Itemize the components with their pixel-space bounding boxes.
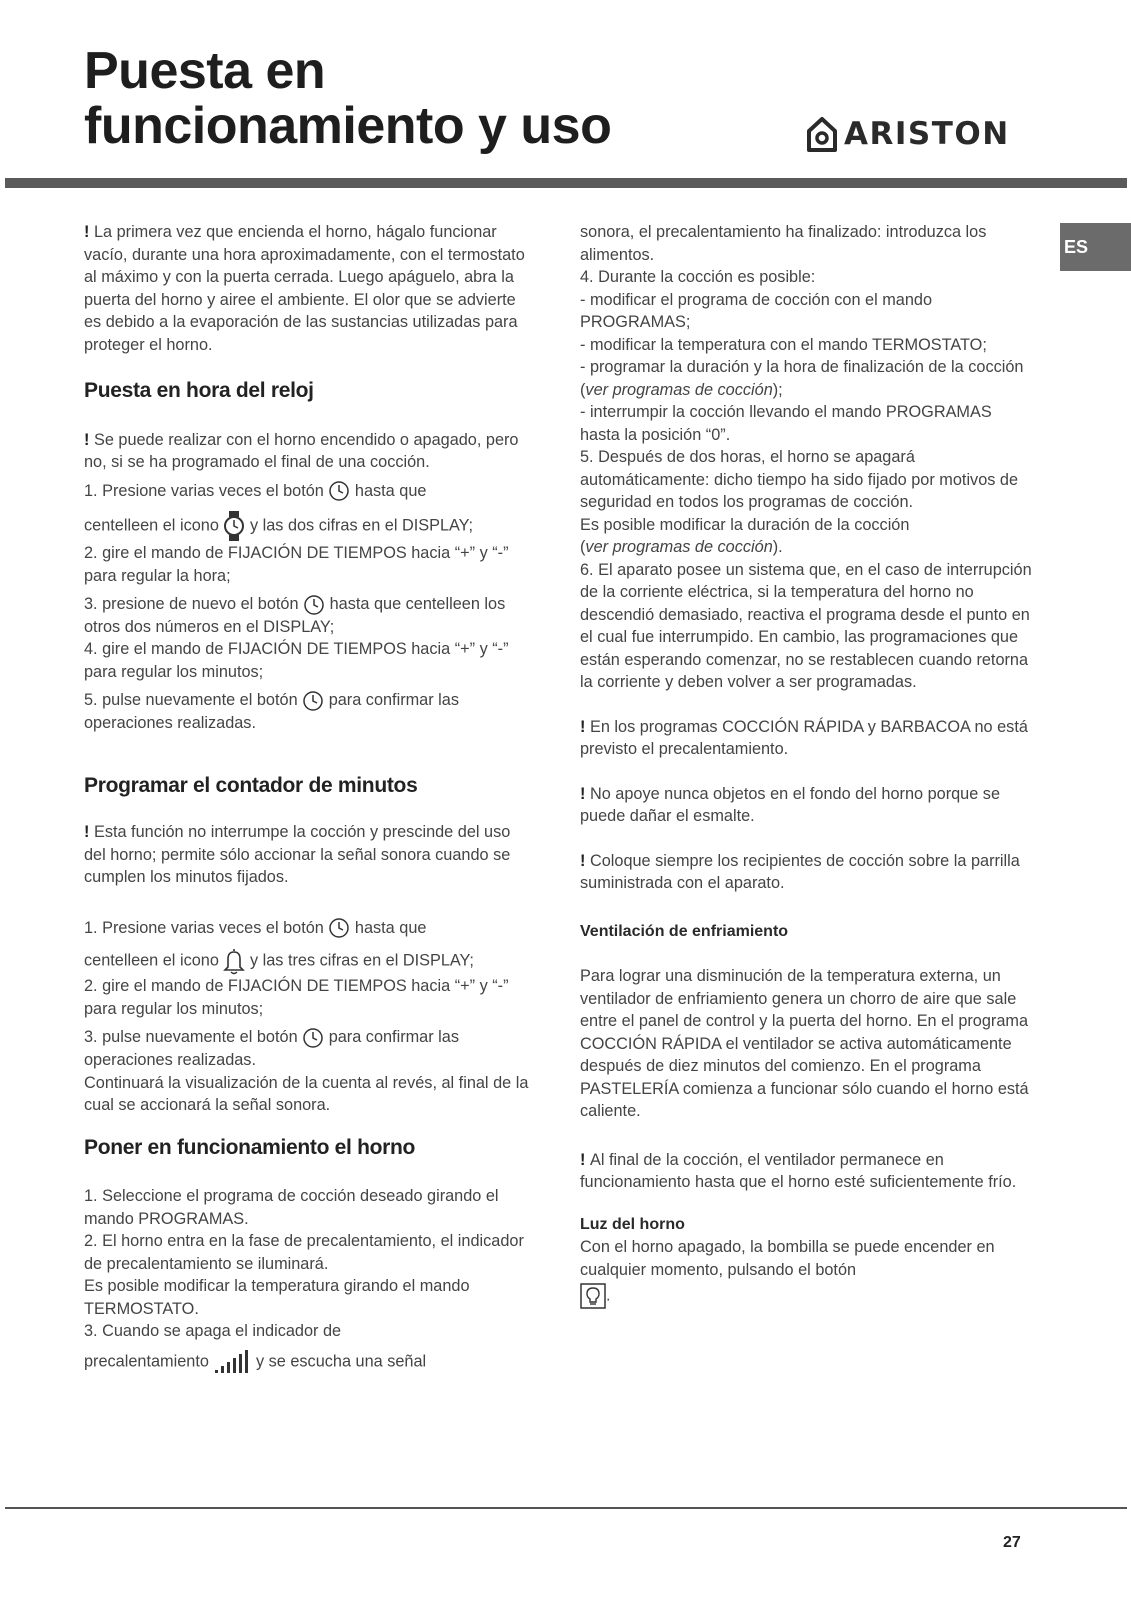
- clock-step-3: 3. presione de nuevo el botón hasta que centelleen los otros dos números en el DISPLAY;: [84, 595, 506, 636]
- clock-button-icon: [302, 690, 324, 712]
- footer-divider: [5, 1507, 1127, 1509]
- ventilation-heading: Ventilación de enfriamiento: [580, 922, 789, 940]
- warning-mark: !: [84, 430, 94, 449]
- ventilation-text: Para lograr una disminución de la temperatura externa, un ventilador de enfriamiento genera un chorro de aire que sale entre el panel de control y la puerta del horno. En el programa COCCIÓN RÁPIDA el ventilador se activa automáticamente después de diez minutos del comienzo. En el programa PASTELERÍA comienza a funcionar sólo cuando el horno está caliente.: [580, 967, 1029, 1120]
- clock-step-1: 1. Presione varias veces el botón hasta que: [84, 480, 534, 503]
- house-logo-icon: [806, 116, 838, 152]
- programs-reference: ver programas de cocción: [585, 538, 773, 556]
- brand-name: ARISTON: [844, 116, 1010, 152]
- timer-step-1b: centelleen el icono y las tres cifras en el DISPLAY;: [84, 947, 534, 975]
- start-step-2: 2. El horno entra en la fase de precalentamiento, el indicador de precalentamiento se iluminará.: [84, 1232, 524, 1273]
- clock-button-icon: [302, 1027, 324, 1049]
- clock-note: ! Se puede realizar con el horno encendido o apagado, pero no, si se ha programado el final de una cocción.: [84, 430, 519, 471]
- preheat-continuation: sonora, el precalentamiento ha finalizado: introduzca los alimentos.: [580, 223, 987, 264]
- brand-logo: [806, 114, 1010, 154]
- start-step-3: 3. Cuando se apaga el indicador de: [84, 1322, 342, 1341]
- cooking-step-5: 5. Después de dos horas, el horno se apagará automáticamente: dicho tiempo ha sido fijado por motivos de seguridad en todos los programas de cocción.: [580, 448, 1019, 511]
- left-column: [84, 221, 534, 1375]
- clock-button-icon: [328, 917, 350, 939]
- warning-mark: !: [580, 717, 590, 736]
- cooking-step-6: 6. El aparato posee un sistema que, en el caso de interrupción de la corriente eléctrica, si la temperatura del horno no descendió demasiado, reactiva el programa desde el punto en el cual fue interrumpido. En cambio, las programaciones que están esperando comenzar, no se restablecen cuando retorna la corriente y deben volver a ser programadas.: [580, 560, 1032, 691]
- timer-step-3: 3. pulse nuevamente el botón para confirmar las operaciones realizadas.: [84, 1028, 459, 1070]
- clock-button-icon: [303, 594, 325, 616]
- page-title-line-1: Puesta en: [84, 42, 326, 100]
- page-title-line-2: funcionamiento y uso: [84, 97, 612, 155]
- note-rack: ! Coloque siempre los recipientes de cocción sobre la parrilla suministrada con el aparato.: [580, 851, 1020, 892]
- note-no-preheat: ! En los programas COCCIÓN RÁPIDA y BARBACOA no está previsto el precalentamiento.: [580, 717, 1028, 758]
- clock-step-5: 5. pulse nuevamente el botón para confirmar las operaciones realizadas.: [84, 691, 459, 733]
- oven-light-text: Con el horno apagado, la bombilla se puede encender en cualquier momento, pulsando el botón: [580, 1238, 995, 1279]
- cooking-step-4a: - modificar el programa de cocción con el mando PROGRAMAS;: [580, 290, 933, 331]
- warning-mark: !: [84, 823, 94, 842]
- clock-button-icon: [328, 480, 350, 502]
- right-column: [580, 221, 1035, 1309]
- warning-mark: !: [580, 1150, 590, 1169]
- page-number: 27: [1003, 1534, 1021, 1551]
- watch-icon: [223, 510, 245, 542]
- warning-mark: !: [580, 784, 590, 803]
- timer-step-2: 2. gire el mando de FIJACIÓN DE TIEMPOS hacia “+” y “-” para regular los minutos;: [84, 977, 509, 1018]
- oven-light-button: .: [580, 1283, 1035, 1309]
- preheat-indicator-icon: [213, 1349, 251, 1375]
- clock-step-4: 4. gire el mando de FIJACIÓN DE TIEMPOS hacia “+” y “-” para regular los minutos;: [84, 640, 509, 681]
- cooking-step-4c: - programar la duración y la hora de finalización de la cocción: [580, 358, 1024, 376]
- header-divider: [5, 178, 1127, 188]
- timer-heading: Programar el contador de minutos: [84, 773, 418, 797]
- warning-mark: !: [84, 223, 94, 241]
- start-heading: Poner en funcionamiento el horno: [84, 1135, 416, 1159]
- cooking-step-4: 4. Durante la cocción es posible:: [580, 268, 816, 286]
- warning-mark: !: [580, 851, 590, 870]
- timer-note: ! Esta función no interrumpe la cocción y prescinde del uso del horno; permite sólo accionar la señal sonora cuando se cumplen los minutos fijados.: [84, 823, 511, 887]
- lightbulb-button-icon: [580, 1283, 606, 1309]
- cooking-step-4b: - modificar la temperatura con el mando TERMOSTATO;: [580, 335, 987, 354]
- intro-text: La primera vez que encienda el horno, hágalo funcionar vacío, durante una hora aproximadamente, con el termostato al máximo y con la puerta cerrada. Luego apáguelo, abra la puerta del horno y airee el ambiente. El olor que se advierte es debido a la evaporación de las sustancias utilizadas para proteger el horno.: [84, 223, 525, 354]
- language-tab: ES: [1060, 223, 1131, 271]
- cooking-ref-2: (ver programas de cocción).: [580, 538, 783, 556]
- start-step-3b: precalentamiento y se escucha una señal: [84, 1349, 534, 1375]
- intro-paragraph: [84, 221, 534, 356]
- page-title: [84, 44, 611, 154]
- clock-step-2: 2. gire el mando de FIJACIÓN DE TIEMPOS hacia “+” y “-” para regular la hora;: [84, 544, 509, 585]
- start-step-1: 1. Seleccione el programa de cocción deseado girando el mando PROGRAMAS.: [84, 1187, 499, 1228]
- note-enamel: ! No apoye nunca objetos en el fondo del horno porque se puede dañar el esmalte.: [580, 784, 1001, 825]
- timer-step-1: 1. Presione varias veces el botón hasta que: [84, 917, 534, 940]
- start-step-2b: Es posible modificar la temperatura girando el mando TERMOSTATO.: [84, 1277, 470, 1318]
- oven-light-heading: Luz del horno: [580, 1215, 685, 1233]
- cooking-step-4d: - interrumpir la cocción llevando el mando PROGRAMAS hasta la posición “0”.: [580, 403, 992, 444]
- timer-step-4: Continuará la visualización de la cuenta al revés, al final de la cual se accionará la señal sonora.: [84, 1073, 529, 1115]
- clock-heading: Puesta en hora del reloj: [84, 379, 314, 402]
- cooking-step-5b: Es posible modificar la duración de la cocción: [580, 515, 910, 534]
- note-fan: ! Al final de la cocción, el ventilador permanece en funcionamiento hasta que el horno esté suficientemente frío.: [580, 1150, 1017, 1191]
- programs-reference: ver programas de cocción: [585, 380, 773, 399]
- cooking-ref-1: (ver programas de cocción);: [580, 380, 783, 399]
- clock-step-1b: centelleen el icono y las dos cifras en el DISPLAY;: [84, 510, 534, 542]
- bell-icon: [223, 947, 245, 975]
